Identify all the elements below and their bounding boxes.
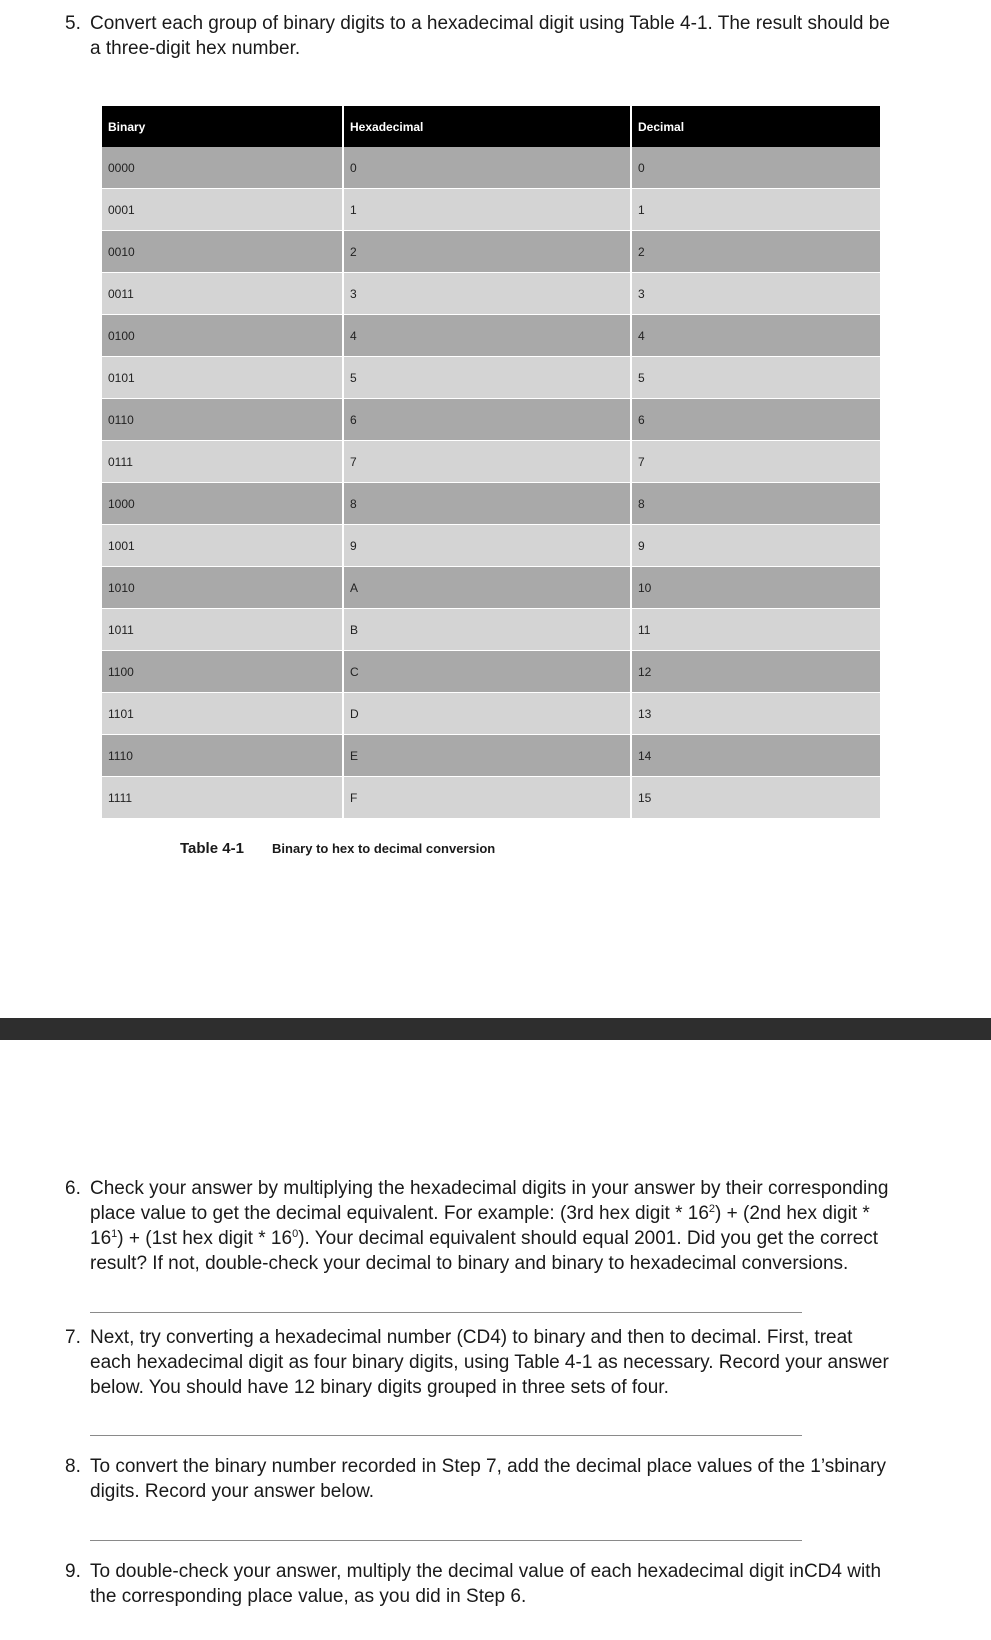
table-row (102, 483, 880, 525)
table-row (102, 273, 880, 315)
table-row (102, 441, 880, 483)
decimal-cell: 10 (631, 567, 880, 609)
step-number: 6. (65, 1178, 81, 1199)
hex-cell: 6 (343, 399, 631, 441)
decimal-cell: 7 (631, 441, 880, 483)
table-row (102, 777, 880, 819)
binary-cell: 0000 (102, 147, 343, 189)
table-row (102, 147, 880, 189)
decimal-cell: 12 (631, 651, 880, 693)
decimal-cell: 4 (631, 315, 880, 357)
hex-cell: C (343, 651, 631, 693)
step-text-part: ) + (2nd hex digit * 16 (90, 1203, 870, 1249)
binary-cell: 0110 (102, 399, 343, 441)
table-row (102, 567, 880, 609)
step-text: Next, try converting a hexadecimal number (CD4) to binary and then to decimal. First, treat each hexadecimal digit as four binary digits, using Table 4-1 as necessary. Record your answer below. You should have 12 binary digits grouped in three sets of four. (90, 1327, 889, 1398)
binary-cell: 0100 (102, 315, 343, 357)
exponent: 1 (111, 1228, 118, 1240)
hex-cell: D (343, 693, 631, 735)
hex-cell: 9 (343, 525, 631, 567)
decimal-cell: 2 (631, 231, 880, 273)
binary-cell: 0001 (102, 189, 343, 231)
step-text (90, 1176, 895, 1276)
decimal-cell: 1 (631, 189, 880, 231)
header-decimal: Decimal (631, 106, 880, 147)
table-row (102, 315, 880, 357)
step-number: 8. (65, 1456, 81, 1477)
step-text-part: ) + (1st hex digit * 16 (117, 1228, 293, 1249)
decimal-cell: 6 (631, 399, 880, 441)
header-binary: Binary (102, 106, 343, 147)
page-divider-bar (0, 1018, 991, 1040)
step-text: To convert the binary number recorded in Step 7, add the decimal place values of the 1’sbinary digits. Record your answer below. (90, 1456, 887, 1502)
hex-cell: A (343, 567, 631, 609)
answer-line-step-8[interactable] (90, 1540, 802, 1541)
decimal-cell: 0 (631, 147, 880, 189)
decimal-cell: 3 (631, 273, 880, 315)
table-row (102, 189, 880, 231)
decimal-cell: 15 (631, 777, 880, 819)
decimal-cell: 14 (631, 735, 880, 777)
binary-cell: 1011 (102, 609, 343, 651)
step-number: 7. (65, 1327, 81, 1348)
table-row (102, 693, 880, 735)
table-row (102, 735, 880, 777)
table-row (102, 231, 880, 273)
hex-cell: 4 (343, 315, 631, 357)
binary-cell: 0011 (102, 273, 343, 315)
answer-line-step-7[interactable] (90, 1435, 802, 1436)
step-text-part: ). Your decimal equivalent should equal 2001. Did you get the correct result? If not, double-check your decimal to binary and binary to hexadecimal conversions. (90, 1228, 879, 1274)
hex-cell: B (343, 609, 631, 651)
table-row (102, 651, 880, 693)
answer-line-step-6[interactable] (90, 1312, 802, 1313)
decimal-cell: 11 (631, 609, 880, 651)
binary-cell: 1101 (102, 693, 343, 735)
step-text-part: Check your answer by multiplying the hexadecimal digits in your answer by their corresponding place value to get the decimal equivalent. For example: (3rd hex digit * 16 (90, 1178, 889, 1224)
decimal-cell: 9 (631, 525, 880, 567)
hex-cell: 0 (343, 147, 631, 189)
table-caption (180, 840, 495, 857)
table-row (102, 399, 880, 441)
hex-cell: F (343, 777, 631, 819)
hex-cell: 7 (343, 441, 631, 483)
table-row (102, 525, 880, 567)
binary-cell: 1001 (102, 525, 343, 567)
conversion-table (102, 106, 880, 819)
exponent: 0 (292, 1228, 299, 1240)
decimal-cell: 5 (631, 357, 880, 399)
decimal-cell: 13 (631, 693, 880, 735)
binary-cell: 1110 (102, 735, 343, 777)
hex-cell: 3 (343, 273, 631, 315)
step-number: 5. (65, 13, 81, 34)
hex-cell: E (343, 735, 631, 777)
header-hexadecimal: Hexadecimal (343, 106, 631, 147)
table-row (102, 357, 880, 399)
decimal-cell: 8 (631, 483, 880, 525)
binary-cell: 0010 (102, 231, 343, 273)
binary-cell: 1000 (102, 483, 343, 525)
hex-cell: 5 (343, 357, 631, 399)
step-text: To double-check your answer, multiply the decimal value of each hexadecimal digit inCD4 with the corresponding place value, as you did in Step 6. (90, 1561, 882, 1607)
binary-cell: 1100 (102, 651, 343, 693)
table-row (102, 609, 880, 651)
hex-cell: 2 (343, 231, 631, 273)
hex-cell: 1 (343, 189, 631, 231)
step-text: Convert each group of binary digits to a hexadecimal digit using Table 4-1. The result should be a three-digit hex number. (90, 13, 890, 59)
caption-text: Binary to hex to decimal conversion (272, 841, 496, 856)
table-header-row (102, 106, 880, 147)
binary-cell: 1010 (102, 567, 343, 609)
hex-cell: 8 (343, 483, 631, 525)
exponent: 2 (708, 1203, 716, 1215)
binary-cell: 0101 (102, 357, 343, 399)
binary-cell: 0111 (102, 441, 343, 483)
step-number: 9. (65, 1561, 81, 1582)
caption-label: Table 4-1 (180, 840, 244, 857)
binary-cell: 1111 (102, 777, 343, 819)
